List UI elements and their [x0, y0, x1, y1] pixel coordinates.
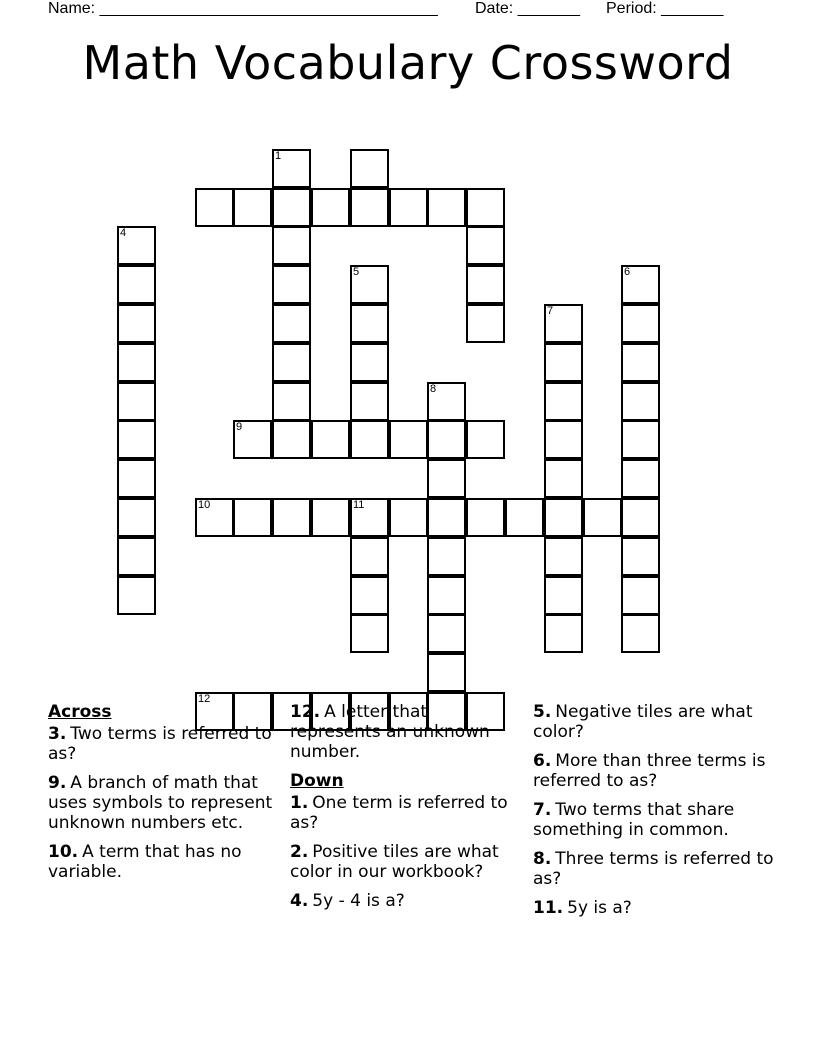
crossword-cell[interactable]	[544, 459, 583, 498]
clue-number: 4.	[290, 891, 309, 911]
crossword-cell[interactable]	[117, 420, 156, 459]
crossword-cell[interactable]	[350, 343, 389, 382]
crossword-cell[interactable]	[272, 304, 311, 343]
crossword-cell[interactable]	[117, 343, 156, 382]
clues-column-1	[48, 702, 280, 891]
crossword-cell[interactable]	[272, 188, 311, 227]
crossword-cell[interactable]	[621, 343, 660, 382]
crossword-cell[interactable]	[621, 459, 660, 498]
crossword-cell[interactable]	[427, 498, 466, 537]
clue-down-1	[290, 793, 522, 833]
crossword-cell[interactable]	[195, 498, 234, 537]
crossword-cell[interactable]	[466, 498, 505, 537]
period-field-label: Period: _______	[606, 0, 724, 17]
clue-down-7	[533, 800, 783, 840]
name-field-label: Name: ______________________________________	[48, 0, 438, 17]
crossword-cell[interactable]	[427, 188, 466, 227]
crossword-cell[interactable]	[466, 188, 505, 227]
crossword-cell[interactable]	[544, 382, 583, 421]
cell-number: 6	[624, 266, 631, 278]
cell-number: 12	[198, 693, 211, 705]
crossword-cell[interactable]	[621, 304, 660, 343]
clue-text: Two terms is referred to as?	[48, 724, 272, 764]
crossword-cell[interactable]	[389, 420, 428, 459]
clue-text: Positive tiles are what color in our workbook?	[290, 842, 499, 882]
clue-number: 7.	[533, 800, 552, 820]
cell-number: 10	[198, 499, 211, 511]
crossword-cell[interactable]	[350, 576, 389, 615]
crossword-cell[interactable]	[117, 576, 156, 615]
cell-number: 9	[236, 421, 243, 433]
crossword-cell[interactable]	[117, 226, 156, 265]
clue-text: Negative tiles are what color?	[533, 702, 753, 742]
crossword-cell[interactable]	[272, 265, 311, 304]
clue-text: A letter that represents an unknown number.	[290, 702, 490, 762]
crossword-cell[interactable]	[427, 614, 466, 653]
crossword-cell[interactable]	[195, 188, 234, 227]
crossword-cell[interactable]	[117, 382, 156, 421]
crossword-cell[interactable]	[621, 498, 660, 537]
clue-text: 5y is a?	[567, 898, 632, 918]
clue-down-5	[533, 702, 783, 742]
crossword-cell[interactable]	[350, 304, 389, 343]
crossword-cell[interactable]	[350, 382, 389, 421]
clue-across-3	[48, 724, 280, 764]
clue-number: 5.	[533, 702, 552, 722]
crossword-cell[interactable]	[117, 537, 156, 576]
crossword-cell[interactable]	[427, 382, 466, 421]
crossword-cell[interactable]	[272, 226, 311, 265]
crossword-cell[interactable]	[350, 265, 389, 304]
clue-number: 8.	[533, 849, 552, 869]
crossword-cell[interactable]	[427, 576, 466, 615]
clue-text: A branch of math that uses symbols to represent unknown numbers etc.	[48, 773, 273, 833]
clue-text: 5y - 4 is a?	[312, 891, 405, 911]
crossword-cell[interactable]	[621, 265, 660, 304]
clue-text: A term that has no variable.	[48, 842, 242, 882]
crossword-cell[interactable]	[311, 498, 350, 537]
crossword-cell[interactable]	[350, 537, 389, 576]
cell-number: 11	[353, 499, 365, 511]
crossword-cell[interactable]	[544, 498, 583, 537]
crossword-cell[interactable]	[350, 498, 389, 537]
crossword-cell[interactable]	[621, 537, 660, 576]
crossword-cell[interactable]	[272, 420, 311, 459]
clue-text: One term is referred to as?	[290, 793, 508, 833]
across-heading: Across	[48, 702, 112, 722]
clues-column-2	[290, 702, 522, 920]
clue-across-10	[48, 842, 280, 882]
crossword-cell[interactable]	[427, 653, 466, 692]
date-field-label: Date: _______	[475, 0, 580, 17]
crossword-cell[interactable]	[427, 459, 466, 498]
crossword-cell[interactable]	[311, 188, 350, 227]
cell-number: 7	[547, 305, 554, 317]
cell-number: 5	[353, 266, 360, 278]
crossword-cell[interactable]	[117, 459, 156, 498]
clue-text: Two terms that share something in common.	[533, 800, 735, 840]
crossword-cell[interactable]	[544, 614, 583, 653]
crossword-cell[interactable]	[117, 265, 156, 304]
cell-number: 4	[120, 227, 127, 239]
crossword-cell[interactable]	[233, 498, 272, 537]
crossword-cell[interactable]	[427, 420, 466, 459]
clue-number: 6.	[533, 751, 552, 771]
crossword-cell[interactable]	[621, 576, 660, 615]
clues-column-3	[533, 702, 783, 927]
crossword-cell[interactable]	[544, 537, 583, 576]
clue-number: 1.	[290, 793, 309, 813]
crossword-cell[interactable]	[621, 420, 660, 459]
clue-across-9	[48, 773, 280, 833]
clue-number: 9.	[48, 773, 67, 793]
crossword-cell[interactable]	[389, 188, 428, 227]
clue-down-8	[533, 849, 783, 889]
cell-number: 8	[430, 383, 437, 395]
clue-across-12	[290, 702, 522, 762]
crossword-cell[interactable]	[544, 343, 583, 382]
crossword-cell[interactable]	[350, 188, 389, 227]
clue-down-6	[533, 751, 783, 791]
clue-down-2	[290, 842, 522, 882]
crossword-cell[interactable]	[272, 382, 311, 421]
crossword-cell[interactable]	[544, 304, 583, 343]
crossword-cell[interactable]	[350, 614, 389, 653]
crossword-cell[interactable]	[544, 420, 583, 459]
clue-number: 2.	[290, 842, 309, 862]
clue-down-4	[290, 891, 522, 911]
crossword-cell[interactable]	[621, 382, 660, 421]
crossword-cell[interactable]	[505, 498, 544, 537]
crossword-cell[interactable]	[272, 149, 311, 188]
crossword-cell[interactable]	[311, 420, 350, 459]
crossword-cell[interactable]	[272, 343, 311, 382]
crossword-cell[interactable]	[117, 304, 156, 343]
clue-down-11	[533, 898, 783, 918]
crossword-cell[interactable]	[544, 576, 583, 615]
clue-number: 11.	[533, 898, 564, 918]
clue-text: More than three terms is referred to as?	[533, 751, 766, 791]
clue-text: Three terms is referred to as?	[533, 849, 774, 889]
page-title: Math Vocabulary Crossword	[82, 36, 734, 90]
clue-number: 10.	[48, 842, 79, 862]
crossword-cell[interactable]	[466, 304, 505, 343]
cell-number: 1	[275, 150, 282, 162]
crossword-cell[interactable]	[233, 420, 272, 459]
clue-number: 3.	[48, 724, 67, 744]
crossword-cell[interactable]	[233, 188, 272, 227]
down-heading: Down	[290, 771, 344, 791]
crossword-cell[interactable]	[466, 420, 505, 459]
crossword-cell[interactable]	[583, 498, 622, 537]
crossword-cell[interactable]	[272, 498, 311, 537]
crossword-cell[interactable]	[389, 498, 428, 537]
crossword-cell[interactable]	[350, 420, 389, 459]
crossword-cell[interactable]	[350, 149, 389, 188]
crossword-cell[interactable]	[427, 537, 466, 576]
clue-number: 12.	[290, 702, 321, 722]
crossword-cell[interactable]	[466, 265, 505, 304]
crossword-cell[interactable]	[621, 614, 660, 653]
crossword-cell[interactable]	[466, 226, 505, 265]
crossword-cell[interactable]	[117, 498, 156, 537]
